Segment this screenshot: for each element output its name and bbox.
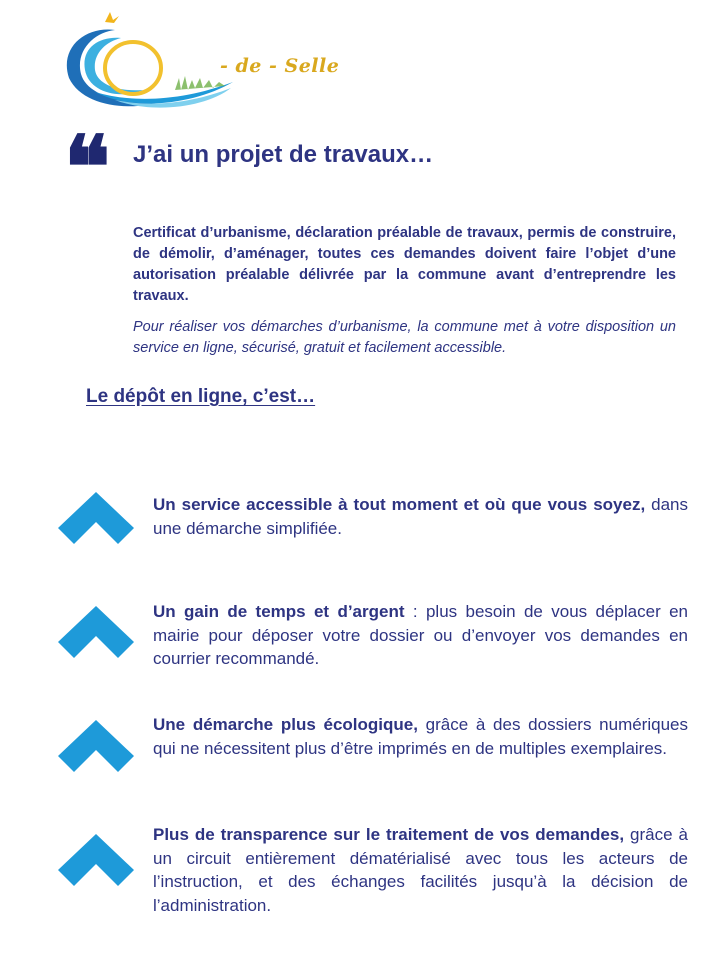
benefit-text: Une démarche plus écologique, grâce à des dossiers numériques qui ne nécessitent plus d’être imprimés en de multiples exemplaires. (153, 715, 688, 758)
logo-text: - de - Selle (220, 55, 340, 77)
page-title: J’ai un projet de travaux… (133, 141, 434, 168)
chevron-up-icon (58, 604, 134, 660)
intro-italic-paragraph: Pour réaliser vos démarches d’urbanisme, la commune met à votre disposition un service en ligne, sécurisé, gratuit et facilement accessible. (133, 319, 676, 356)
intro-paragraph: Certificat d’urbanisme, déclaration préalable de travaux, permis de construire, de démolir, d’aménager, toutes ces demandes doivent faire l’objet d’une autorisation préalable délivrée par la commune avant d’entreprendre les travaux. (133, 225, 676, 304)
chevron-up-icon (58, 832, 134, 888)
quote-mark-icon: ❝ (64, 117, 111, 218)
section-heading: Le dépôt en ligne, c’est… (86, 386, 316, 407)
benefit-text: Plus de transparence sur le traitement de vos demandes, grâce à un circuit entièrement dématérialisé avec tous les acteurs de l’instruction, et des échanges facilités jusqu’à la décision de l’administration. (153, 825, 688, 915)
benefit-text: Un gain de temps et d’argent : plus besoin de vous déplacer en mairie pour déposer votre dossier ou d’envoyer vos demandes en courrier recommandé. (153, 602, 688, 668)
benefit-text: Un service accessible à tout moment et où que vous soyez, dans une démarche simplifiée. (153, 495, 688, 538)
chevron-up-icon (58, 718, 134, 774)
chevron-up-icon (58, 490, 134, 546)
logo (55, 8, 340, 120)
